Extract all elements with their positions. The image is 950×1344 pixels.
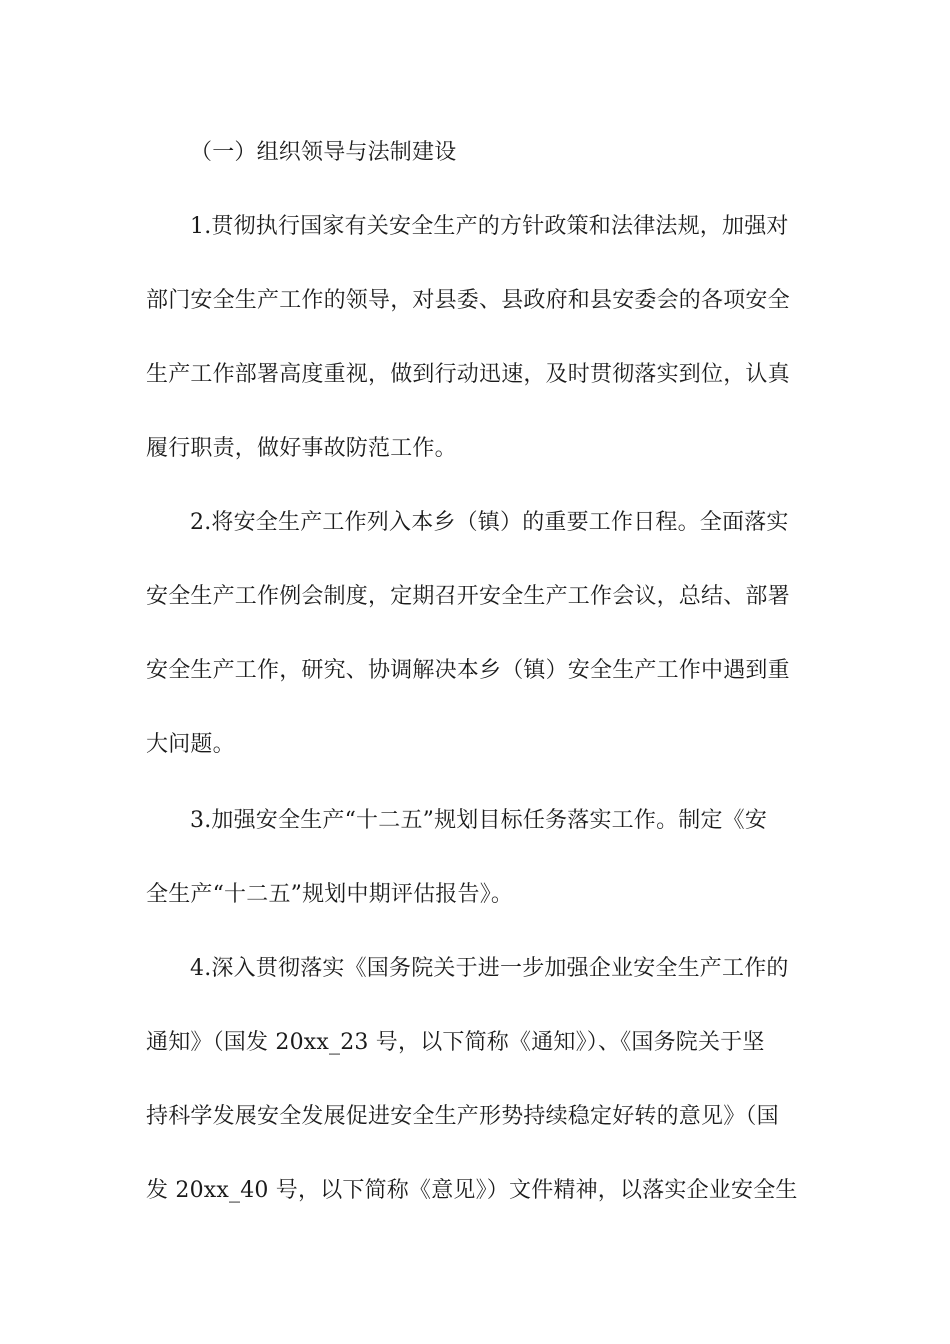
paragraph-line: 全生产“十二五”规划中期评估报告》。: [146, 882, 514, 907]
paragraph-line: 4.深入贯彻落实《国务院关于进一步加强企业安全生产工作的: [190, 956, 789, 981]
paragraph-line: 履行职责，做好事故防范工作。: [146, 436, 457, 461]
paragraph-line: 2.将安全生产工作列入本乡（镇）的重要工作日程。全面落实: [190, 510, 789, 535]
paragraph-line: 大问题。: [146, 732, 235, 757]
paragraph-line: 安全生产工作，研究、协调解决本乡（镇）安全生产工作中遇到重: [146, 658, 790, 683]
paragraph-line: 部门安全生产工作的领导，对县委、县政府和县安委会的各项安全: [146, 288, 790, 313]
paragraph-line: 生产工作部署高度重视，做到行动迅速，及时贯彻落实到位，认真: [146, 362, 790, 387]
section-heading: （一）组织领导与法制建设: [190, 140, 457, 165]
paragraph-line: 1.贯彻执行国家有关安全生产的方针政策和法律法规，加强对: [190, 214, 789, 239]
paragraph-line: 3.加强安全生产“十二五”规划目标任务落实工作。制定《安: [190, 808, 768, 833]
paragraph-line: 持科学发展安全发展促进安全生产形势持续稳定好转的意见》（国: [146, 1104, 779, 1129]
paragraph-line: 通知》（国发 20xx_23 号，以下简称《通知》）、《国务院关于坚: [146, 1030, 765, 1055]
paragraph-line: 发 20xx_40 号，以下简称《意见》）文件精神，以落实企业安全生: [146, 1178, 798, 1203]
paragraph-line: 安全生产工作例会制度，定期召开安全生产工作会议，总结、部署: [146, 584, 790, 609]
